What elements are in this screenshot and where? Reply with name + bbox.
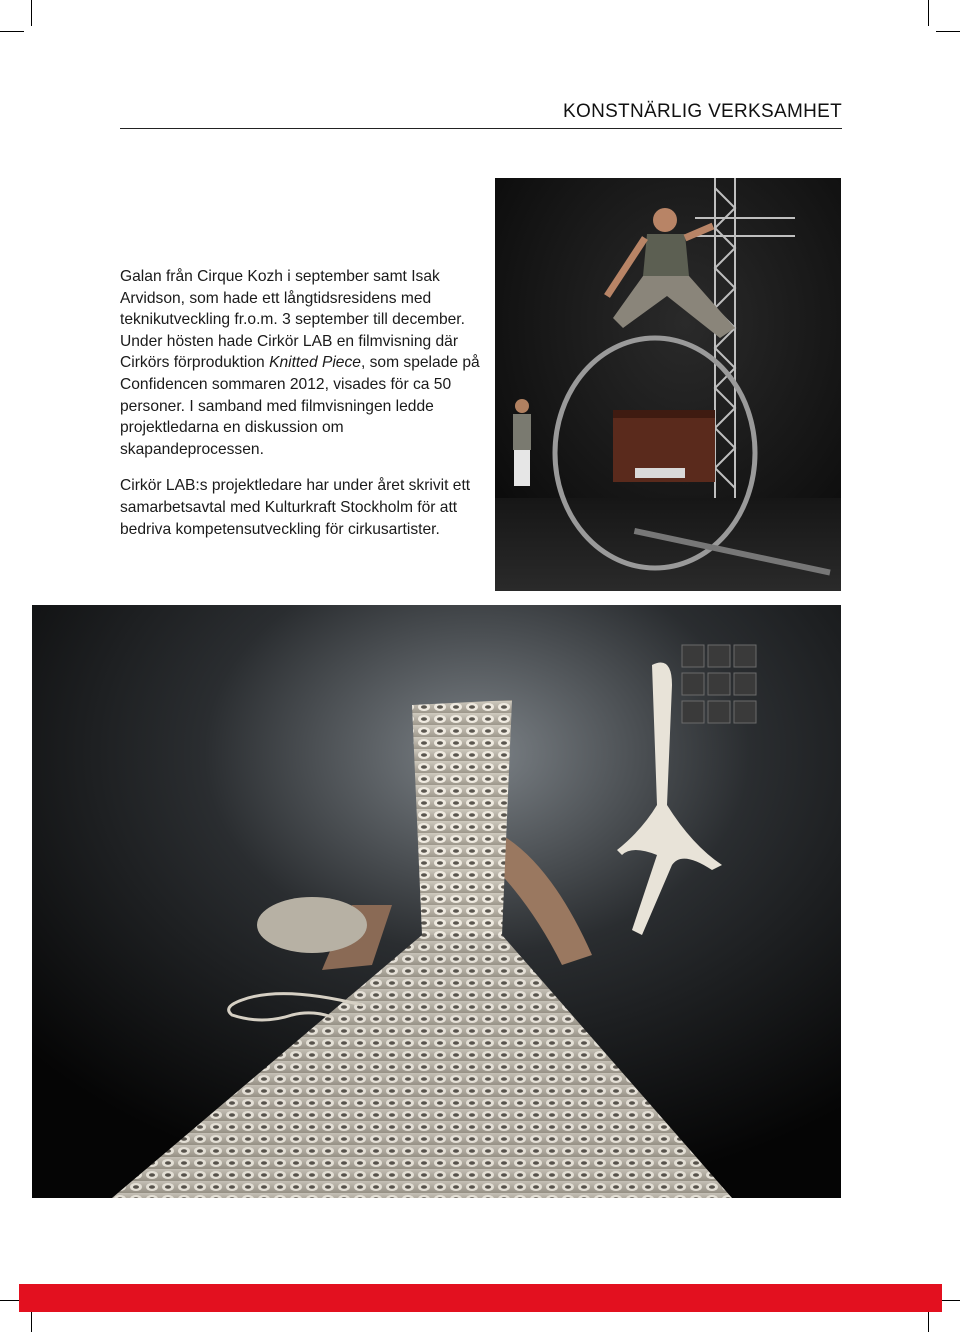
text-run: , som spelade på Confidencen sommaren 2012, visades för ca 50 personer. I samband med filmvisningen ledde projektledarna en diskussion om skapandeprocessen. <box>120 354 480 458</box>
paragraph <box>120 475 490 540</box>
title-rule <box>120 128 842 129</box>
text-run: Cirkör LAB:s projektledare har under året skrivit ett samarbetsavtal med Kulturkraft Stockholm för att bedriva kompetensutveckling för cirkusartister. <box>120 477 471 538</box>
crop-mark <box>31 0 32 26</box>
paragraph <box>120 266 490 460</box>
crop-mark <box>928 0 929 26</box>
text-run: Galan från Cirque Kozh i september samt Isak Arvidson, som hade ett långtidsresidens med teknikutveckling fr.o.m. 3 september till december. Under hösten hade Cirkör LAB en filmvisning där Cirkörs förproduktion <box>120 268 465 372</box>
crop-mark <box>0 31 24 32</box>
italic-title: Knitted Piece <box>269 354 361 372</box>
crop-mark <box>936 31 960 32</box>
footer-accent-bar <box>19 1284 942 1312</box>
body-text <box>120 266 490 555</box>
knitted-piece-photo <box>32 605 841 1198</box>
acrobat-photo <box>495 178 841 591</box>
section-title: KONSTNÄRLIG VERKSAMHET <box>563 101 842 122</box>
